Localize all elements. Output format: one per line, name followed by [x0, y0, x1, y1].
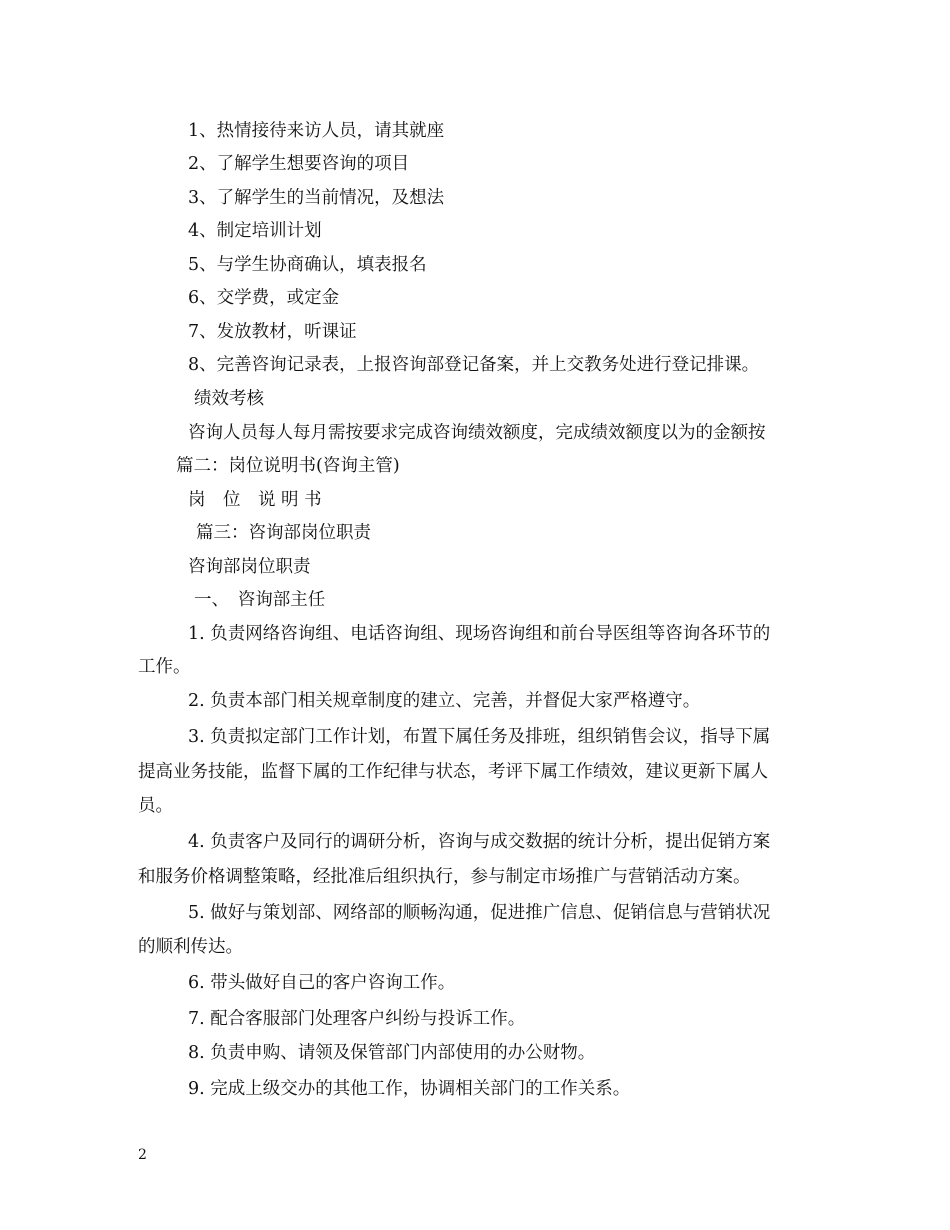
duty-1-line-1: 1. 负责网络咨询组、电话咨询组、现场咨询组和前台导医组等咨询各环节的 — [188, 624, 771, 644]
performance-text: 咨询人员每人每月需按要求完成咨询绩效额度，完成绩效额度以为的金额按 — [188, 423, 766, 443]
step-line-5: 5、与学生协商确认，填表报名 — [188, 255, 427, 275]
duty-3-line-1: 3. 负责拟定部门工作计划，布置下属任务及排班，组织销售会议，指导下属 — [188, 727, 771, 747]
duty-9-line-1: 9. 完成上级交办的其他工作，协调相关部门的工作关系。 — [188, 1079, 631, 1099]
step-line-1: 1、热情接待来访人员，请其就座 — [188, 121, 445, 141]
step-line-6: 6、交学费，或定金 — [188, 288, 340, 308]
part3-title: 篇三：咨询部岗位职责 — [196, 523, 371, 543]
duty-2-line-1: 2. 负责本部门相关规章制度的建立、完善，并督促大家严格遵守。 — [188, 691, 701, 711]
duty-4-line-2: 和服务价格调整策略，经批准后组织执行，参与制定市场推广与营销活动方案。 — [138, 867, 751, 887]
duty-3-line-3: 员。 — [138, 796, 173, 816]
duty-6-line-1: 6. 带头做好自己的客户咨询工作。 — [188, 973, 456, 993]
page-number: 2 — [138, 1147, 147, 1163]
duty-8-line-1: 8. 负责申购、请领及保管部门内部使用的办公财物。 — [188, 1043, 596, 1063]
step-line-2: 2、了解学生想要咨询的项目 — [188, 154, 410, 174]
duty-1-line-2: 工作。 — [138, 657, 191, 677]
part2-title: 篇二：岗位说明书(咨询主管) — [176, 456, 400, 476]
step-line-7: 7、发放教材，听课证 — [188, 322, 357, 342]
duty-7-line-1: 7. 配合客服部门处理客户纠纷与投诉工作。 — [188, 1009, 526, 1029]
performance-heading: 绩效考核 — [194, 389, 264, 409]
step-line-8: 8、完善咨询记录表，上报咨询部登记备案，并上交教务处进行登记排课。 — [188, 355, 760, 375]
step-line-3: 3、了解学生的当前情况，及想法 — [188, 188, 445, 208]
job-description-title: 岗 位 说 明 书 — [188, 490, 322, 510]
dept-duties-title: 咨询部岗位职责 — [188, 557, 311, 577]
duty-5-line-1: 5. 做好与策划部、网络部的顺畅沟通，促进推广信息、促销信息与营销状况 — [188, 903, 771, 923]
duty-5-line-2: 的顺利传达。 — [138, 937, 243, 957]
step-line-4: 4、制定培训计划 — [188, 221, 322, 241]
duty-3-line-2: 提高业务技能，监督下属的工作纪律与状态，考评下属工作绩效，建议更新下属人 — [138, 762, 768, 782]
duty-4-line-1: 4. 负责客户及同行的调研分析，咨询与成交数据的统计分析，提出促销方案 — [188, 832, 771, 852]
section-one-title: 一、 咨询部主任 — [194, 590, 326, 610]
